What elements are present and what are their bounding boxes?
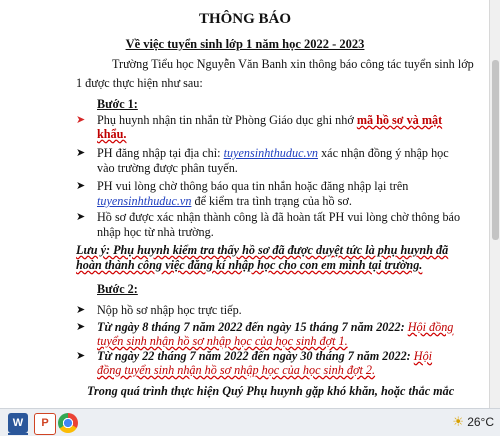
step2-bullet-3-dates: Từ ngày 22 tháng 7 năm 2022 đến ngày 30 tháng 7 năm 2022: xyxy=(97,349,414,363)
arrow-bullet-icon: ➤ xyxy=(76,147,86,159)
intro-line-2: 1 được thực hiện như sau: xyxy=(76,76,203,90)
arrow-bullet-icon: ➤ xyxy=(76,321,86,333)
arrow-bullet-icon: ➤ xyxy=(76,180,86,192)
step1-bullet-3-cont xyxy=(97,194,352,208)
step2-bullet-3-cont: đồng tuyển sinh nhận hồ sơ nhập học của học sinh đợt 2. xyxy=(97,363,376,377)
step1-bullet-1-text: Phụ huynh nhận tin nhắn từ Phòng Giáo dục ghi nhớ xyxy=(97,113,357,127)
step1-bullet-3: PH vui lòng chờ thông báo qua tin nhắn hoặc đăng nhập lại trên xyxy=(97,179,409,193)
intro-line-1: Trường Tiểu học Nguyễn Văn Banh xin thông báo công tác tuyển sinh lớp xyxy=(112,57,474,71)
taskbar xyxy=(0,408,500,436)
step1-bullet-2 xyxy=(97,146,449,160)
step1-bullet-2-text: PH đăng nhập tại địa chỉ: xyxy=(97,146,224,160)
document-subtitle: Về việc tuyển sinh lớp 1 năm học 2022 - 2023 xyxy=(125,37,365,51)
temperature-readout[interactable]: 26°C xyxy=(467,415,494,429)
step1-heading: Bước 1: xyxy=(97,97,138,111)
step2-bullet-2 xyxy=(97,320,453,334)
chrome-app-icon[interactable] xyxy=(58,413,78,433)
step2-bullet-2-highlight: Hội đồng xyxy=(407,320,454,334)
powerpoint-app-icon[interactable]: P xyxy=(34,413,56,435)
closing-line: Trong quá trình thực hiện Quý Phụ huynh gặp khó khăn, hoặc thắc mắc xyxy=(87,384,455,398)
step2-bullet-3-highlight: Hội xyxy=(413,349,433,363)
weather-sun-icon[interactable]: ☀ xyxy=(452,414,464,429)
note-line-1: Lưu ý: Phụ huynh kiểm tra thấy hồ sơ đã được duyệt tức là phụ huynh đã xyxy=(76,243,449,257)
note-line-2: hoàn thành công việc đăng kí nhập học cho con em mình tại trường. xyxy=(76,258,423,272)
step1-bullet-4: Hồ sơ được xác nhận thành công là đã hoàn tất PH vui lòng chờ thông báo xyxy=(97,210,461,224)
step2-bullet-2-cont: tuyển sinh nhận hồ sơ nhập học của học sinh đợt 1. xyxy=(97,334,348,348)
arrow-bullet-icon: ➤ xyxy=(76,114,86,126)
scrollbar-thumb[interactable] xyxy=(492,60,499,240)
registration-link[interactable]: tuyensinhthuduc.vn xyxy=(223,146,319,160)
arrow-bullet-icon: ➤ xyxy=(76,350,86,362)
status-check-link[interactable]: tuyensinhthuduc.vn xyxy=(97,194,192,208)
arrow-bullet-icon: ➤ xyxy=(76,211,86,223)
step1-bullet-2-cont: vào trường được phân tuyến. xyxy=(97,161,238,175)
step1-bullet-3-text-b: để kiểm tra tình trạng của hồ sơ. xyxy=(191,194,352,208)
step2-heading: Bước 2: xyxy=(97,282,138,296)
step1-bullet-1-highlight: mã hồ sơ và mật xyxy=(356,113,443,127)
word-app-icon[interactable]: W xyxy=(8,413,28,433)
step2-bullet-1: Nộp hồ sơ nhập học trực tiếp. xyxy=(97,303,242,317)
vertical-scrollbar[interactable] xyxy=(489,0,500,408)
step1-bullet-2-text-b: xác nhận đồng ý nhập học xyxy=(318,146,449,160)
step1-bullet-1-cont: khẩu. xyxy=(97,127,127,141)
document-title: THÔNG BÁO xyxy=(198,11,292,27)
arrow-bullet-icon: ➤ xyxy=(76,304,86,316)
step1-bullet-1 xyxy=(97,113,442,127)
step1-bullet-4-cont: nhập học từ nhà trường. xyxy=(97,225,214,239)
step2-bullet-3 xyxy=(97,349,432,363)
step2-bullet-2-dates: Từ ngày 8 tháng 7 năm 2022 đến ngày 15 tháng 7 năm 2022: xyxy=(97,320,408,334)
